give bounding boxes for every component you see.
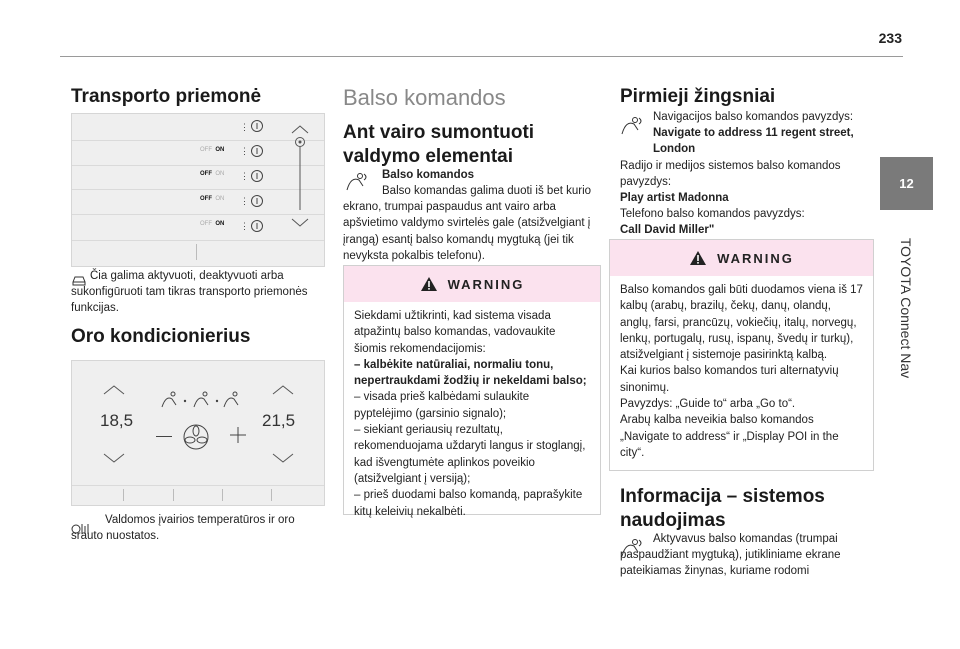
- info-icon[interactable]: [250, 169, 264, 188]
- chapter-label: TOYOTA Connect Nav: [898, 237, 914, 379]
- menu-dots-icon[interactable]: ⋮: [240, 146, 249, 156]
- temp-right-up-icon[interactable]: [271, 383, 295, 401]
- voice-description: Balso komandas galima duoti iš bet kurio ekrano, trumpai paspaudus ant vairo arba apšvietimo valdymo svirtelės gale (atsižvelgiant į įrangą) esantį balso komandų mygtuką (jei tik nevyksta pokalbis telefonu).: [343, 185, 592, 262]
- section-title-voice: Balso komandos: [343, 85, 506, 110]
- menu-dots-icon[interactable]: ⋮: [240, 171, 249, 181]
- menu-dots-icon[interactable]: ⋮: [240, 196, 249, 206]
- info-icon[interactable]: [250, 144, 264, 163]
- temp-left-up-icon[interactable]: [102, 383, 126, 401]
- info-icon[interactable]: [250, 219, 264, 238]
- warning-icon: [420, 276, 438, 292]
- warning-header: WARNING: [344, 266, 600, 302]
- warning-icon: [689, 250, 707, 266]
- fan-minus-icon[interactable]: [156, 436, 172, 437]
- temp-left-value: 18,5: [100, 411, 134, 430]
- toggle-2[interactable]: OFF ON: [200, 171, 225, 177]
- info-description: Aktyvavus balso komandas (trumpai paspaudžiant mygtuką), jutikliniame ekrane pateikiamas žinynas, kuriame rodomi: [620, 533, 841, 578]
- scroll-down-icon[interactable]: [289, 216, 311, 234]
- climate-description: Valdomos įvairios temperatūros ir oro srauto nuostatos.: [71, 514, 295, 543]
- vehicle-settings-screen: [71, 113, 325, 267]
- chapter-tab[interactable]: 12: [880, 157, 933, 210]
- toggle-4[interactable]: OFF ON: [200, 221, 225, 227]
- section-title-vehicle: Transporto priemonė: [71, 86, 262, 107]
- section-title-first-steps: Pirmieji žingsniai: [620, 86, 776, 107]
- warning-box-1: [343, 265, 601, 518]
- first-steps-examples: Navigacijos balso komandos pavyzdys: Navigate to address 11 regent street, London Radijo ir medijos sistemos balso komandos pavyzdys: Play artist Madonna Telefono balso komandos pavyzdys: Call David Miller": [620, 111, 854, 237]
- climate-screen: [71, 360, 325, 506]
- temp-right-value: 21,5: [262, 411, 296, 430]
- info-icon[interactable]: [250, 194, 264, 213]
- divider: [196, 244, 197, 260]
- airflow-mode-icons[interactable]: [158, 389, 244, 416]
- menu-dots-icon[interactable]: ⋮: [240, 122, 249, 132]
- warning-body: Balso komandos gali būti duodamos viena iš 17 kalbų (arabų, brazilų, čekų, danų, olandų, anglų, farsi, prancūzų, vokiečių, italų, norvegų, lenkų, portugalų, rusų, ispanų, švedų ir turkų), atsižvelgiant į sistemoje pasirinktą kalbą. Kai kurios balso komandos turi alternatyvių sinonimų. Pavyzdys: „Guide to“ arba „Go to“. Arabų kalba neveikia balso komandos „Navigate to address“ ir „Display POI in the city“.: [620, 284, 863, 459]
- warning-body: Siekdami užtikrinti, kad sistema visada atpažintų balso komandas, vadovaukite šiomis rekomendacijomis: – kalbėkite natūraliai, normaliu tonu, nepertraukdami žodžių ir nekeldami balso; – visada prieš kalbėdami sulaukite pyptelėjimo (garsinio signalo); – siekiant geriausių rezultatų, rekomenduojama uždaryti langus ir stoglangį, kad išvengtumėte aplinkos poveikio (atsižvelgiant į versiją); – prieš duodami balso komandą, paprašykite kitų keleivių nekalbėti.: [354, 310, 587, 518]
- warning-box-2: [609, 239, 874, 471]
- fan-icon: [182, 423, 210, 456]
- section-title-ac: Oro kondicionierius: [71, 326, 251, 347]
- temp-left-down-icon[interactable]: [102, 451, 126, 469]
- toggle-1[interactable]: OFF ON: [200, 147, 225, 153]
- temp-right-down-icon[interactable]: [271, 451, 295, 469]
- header-rule: [60, 56, 903, 57]
- page-number: 233: [878, 30, 902, 46]
- section-title-info: Informacija – sistemos naudojimas: [620, 486, 825, 531]
- warning-header: WARNING: [610, 240, 873, 276]
- vehicle-description: Čia galima aktyvuoti, deaktyvuoti arba sukonfigūruoti tam tikras transporto priemonės funkcijas.: [71, 270, 308, 315]
- scrollbar[interactable]: [292, 136, 308, 217]
- subtitle-steering: Ant vairo sumontuoti valdymo elementai: [343, 122, 535, 167]
- voice-label: Balso komandos: [382, 169, 475, 181]
- fan-plus-icon[interactable]: [228, 425, 248, 450]
- info-icon[interactable]: [250, 119, 264, 138]
- toggle-3[interactable]: OFF ON: [200, 196, 225, 202]
- menu-dots-icon[interactable]: ⋮: [240, 221, 249, 231]
